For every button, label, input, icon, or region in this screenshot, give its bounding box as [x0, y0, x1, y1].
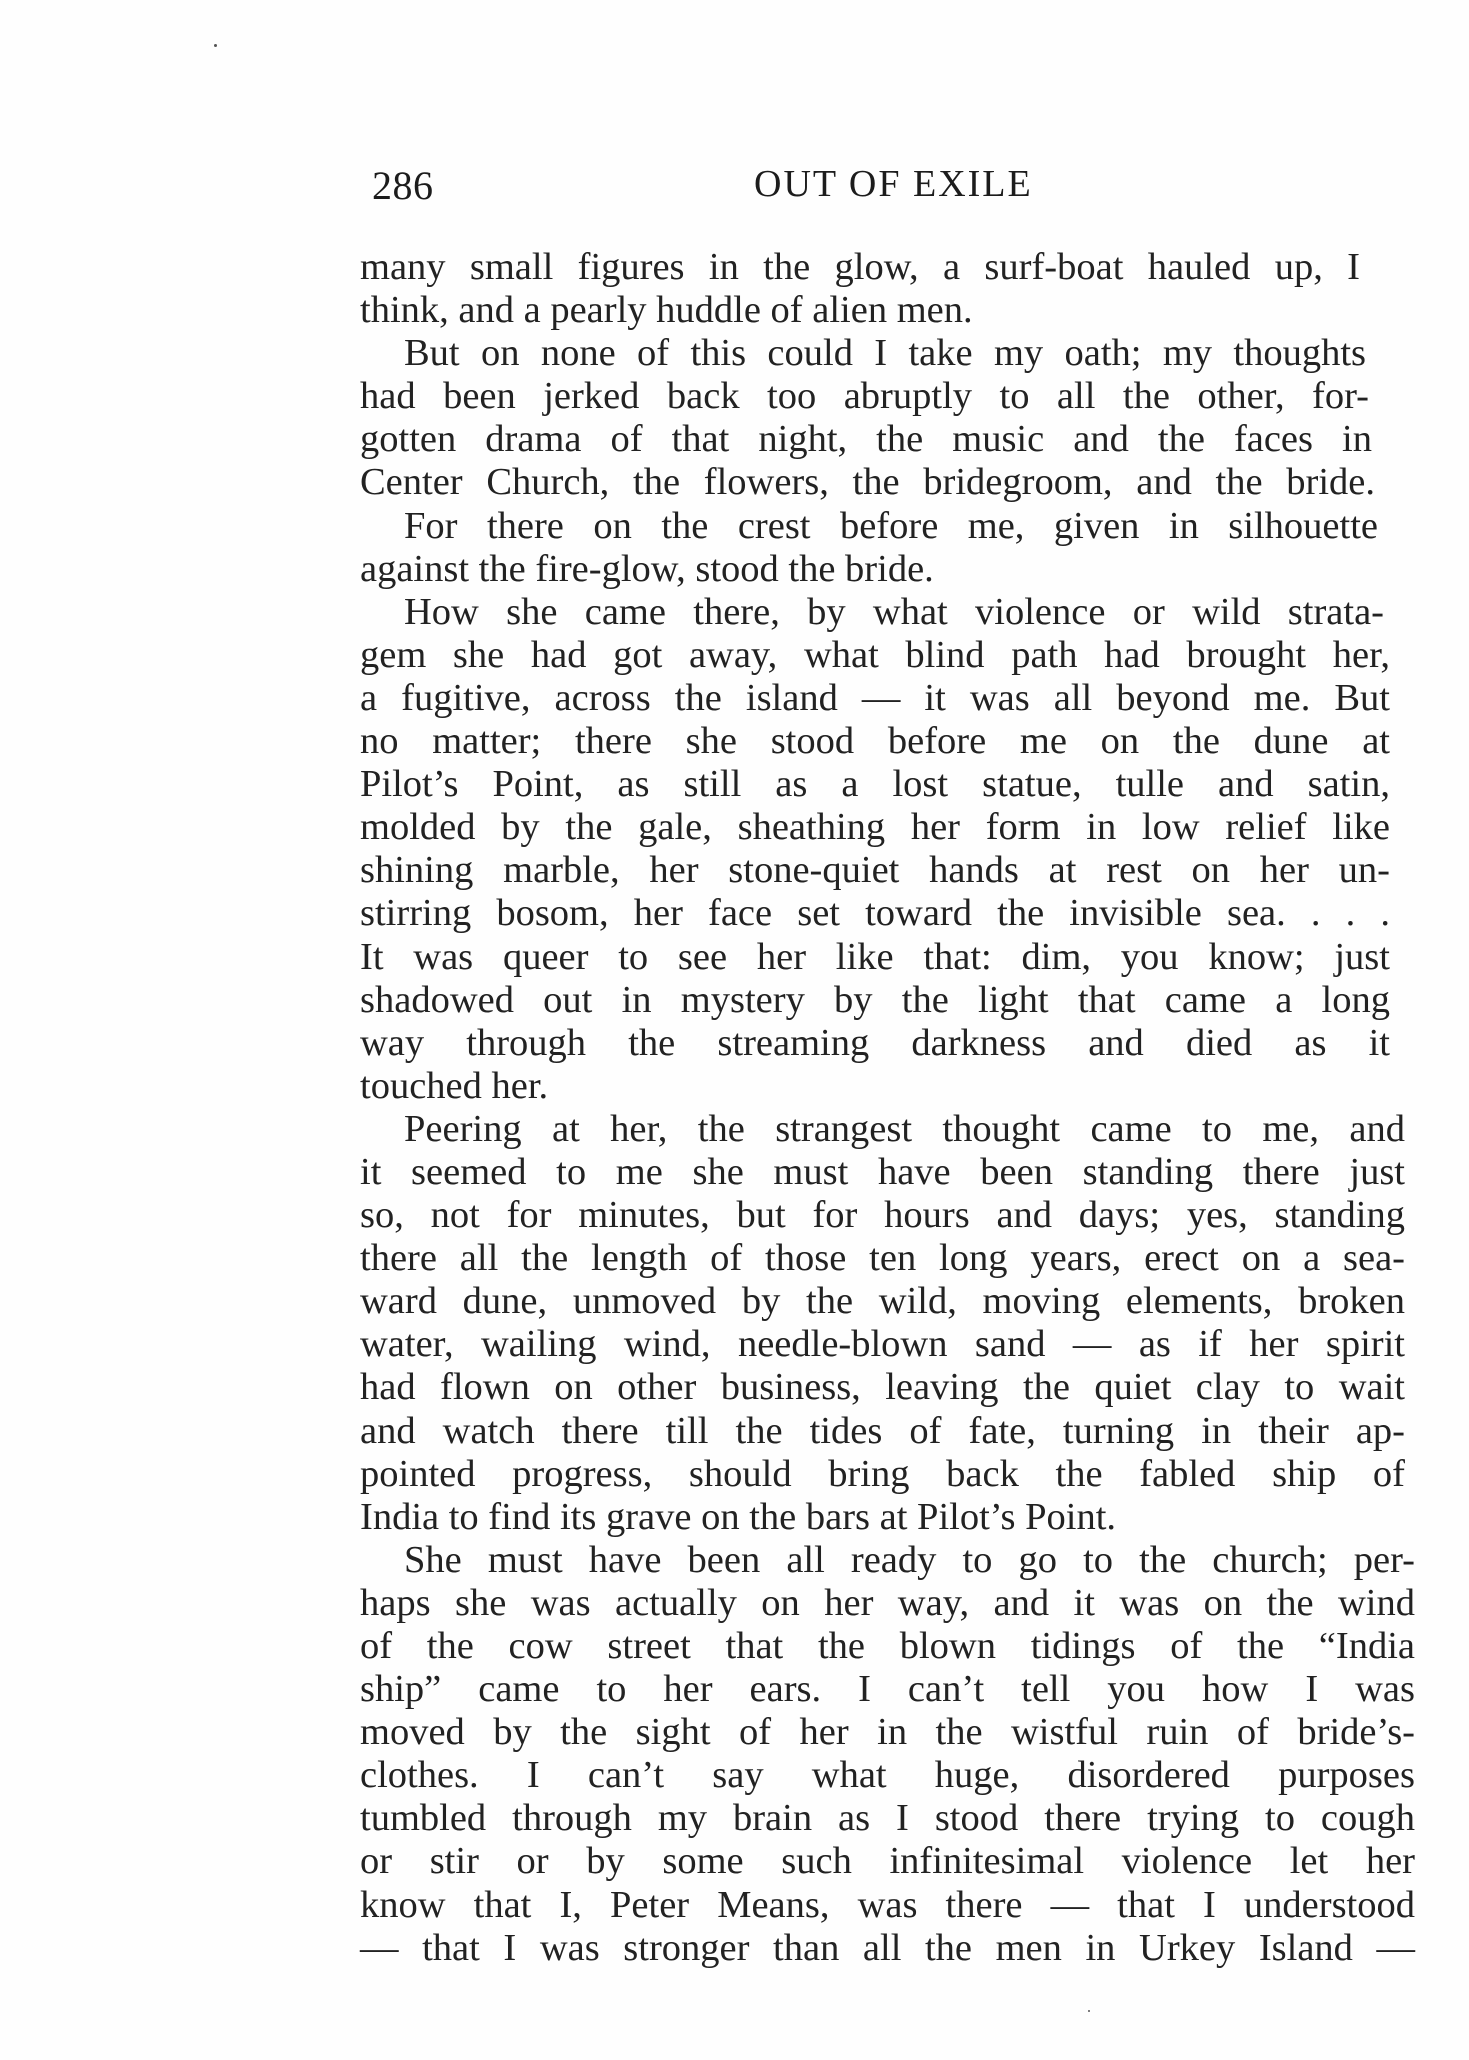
- text-line: Pilot’s Point, as still as a lost statue, tulle and satin,: [360, 763, 1390, 806]
- text-line: there all the length of those ten long years, erect on a sea-: [360, 1237, 1405, 1280]
- text-line: shining marble, her stone-quiet hands at rest on her un-: [360, 849, 1390, 892]
- text-line: against the fire-glow, stood the bride.: [360, 547, 934, 590]
- text-line: stirring bosom, her face set toward the invisible sea. . . .: [360, 892, 1390, 935]
- text-line: and watch there till the tides of fate, turning in their ap-: [360, 1409, 1405, 1452]
- text-line: way through the streaming darkness and died as it: [360, 1021, 1390, 1064]
- text-line: She must have been all ready to go to the church; per-: [404, 1538, 1415, 1581]
- text-line: India to find its grave on the bars at Pilot’s Point.: [360, 1495, 1117, 1538]
- text-line: How she came there, by what violence or wild strata-: [404, 590, 1384, 633]
- scan-speck: [1088, 2010, 1090, 2012]
- text-line: gem she had got away, what blind path had brought her,: [360, 633, 1390, 676]
- text-line: of the cow street that the blown tidings of the “India: [360, 1625, 1415, 1667]
- text-line: moved by the sight of her in the wistful ruin of bride’s-: [360, 1711, 1415, 1754]
- text-line: gotten drama of that night, the music and the faces in: [360, 418, 1372, 461]
- text-line: It was queer to see her like that: dim, you know; just: [360, 935, 1390, 978]
- text-line: — that I was stronger than all the men in Urkey Island —: [360, 1926, 1415, 1969]
- text-line: Peering at her, the strangest thought came to me, and: [404, 1107, 1405, 1150]
- body-text: [360, 246, 1415, 1970]
- text-line: shadowed out in mystery by the light that came a long: [360, 978, 1390, 1021]
- text-line: or stir or by some such infinitesimal violence let her: [360, 1840, 1415, 1883]
- text-line: haps she was actually on her way, and it was on the wind: [360, 1581, 1415, 1624]
- text-line: had flown on other business, leaving the quiet clay to wait: [360, 1366, 1405, 1409]
- text-line: think, and a pearly huddle of alien men.: [360, 289, 973, 332]
- scan-speck: [214, 44, 217, 47]
- text-line: so, not for minutes, but for hours and days; yes, standing: [360, 1194, 1405, 1237]
- text-line: no matter; there she stood before me on the dune at: [360, 720, 1390, 763]
- text-line: pointed progress, should bring back the fabled ship of: [360, 1452, 1405, 1495]
- text-line: Center Church, the flowers, the bridegroom, and the bride.: [360, 461, 1375, 504]
- text-line: many small figures in the glow, a surf-boat hauled up, I: [360, 246, 1360, 288]
- text-line: ship” came to her ears. I can’t tell you how I was: [360, 1668, 1415, 1711]
- text-line: molded by the gale, sheathing her form in low relief like: [360, 806, 1390, 849]
- text-line: For there on the crest before me, given in silhouette: [404, 504, 1378, 547]
- page-number: 286: [372, 163, 434, 208]
- text-line: ward dune, unmoved by the wild, moving elements, broken: [360, 1280, 1405, 1323]
- text-line: had been jerked back too abruptly to all the other, for-: [360, 375, 1369, 418]
- text-line: tumbled through my brain as I stood there trying to cough: [360, 1797, 1415, 1840]
- text-line: touched her.: [360, 1064, 549, 1107]
- page-header: [372, 162, 1102, 218]
- text-line: water, wailing wind, needle-blown sand — as if her spirit: [360, 1323, 1405, 1366]
- running-title: OUT OF EXILE: [754, 163, 1033, 205]
- text-line: But on none of this could I take my oath; my thoughts: [404, 332, 1366, 375]
- text-line: it seemed to me she must have been standing there just: [360, 1150, 1405, 1193]
- text-line: clothes. I can’t say what huge, disordered purposes: [360, 1754, 1415, 1797]
- text-line: a fugitive, across the island — it was all beyond me. But: [360, 676, 1390, 719]
- text-line: know that I, Peter Means, was there — that I understood: [360, 1883, 1415, 1926]
